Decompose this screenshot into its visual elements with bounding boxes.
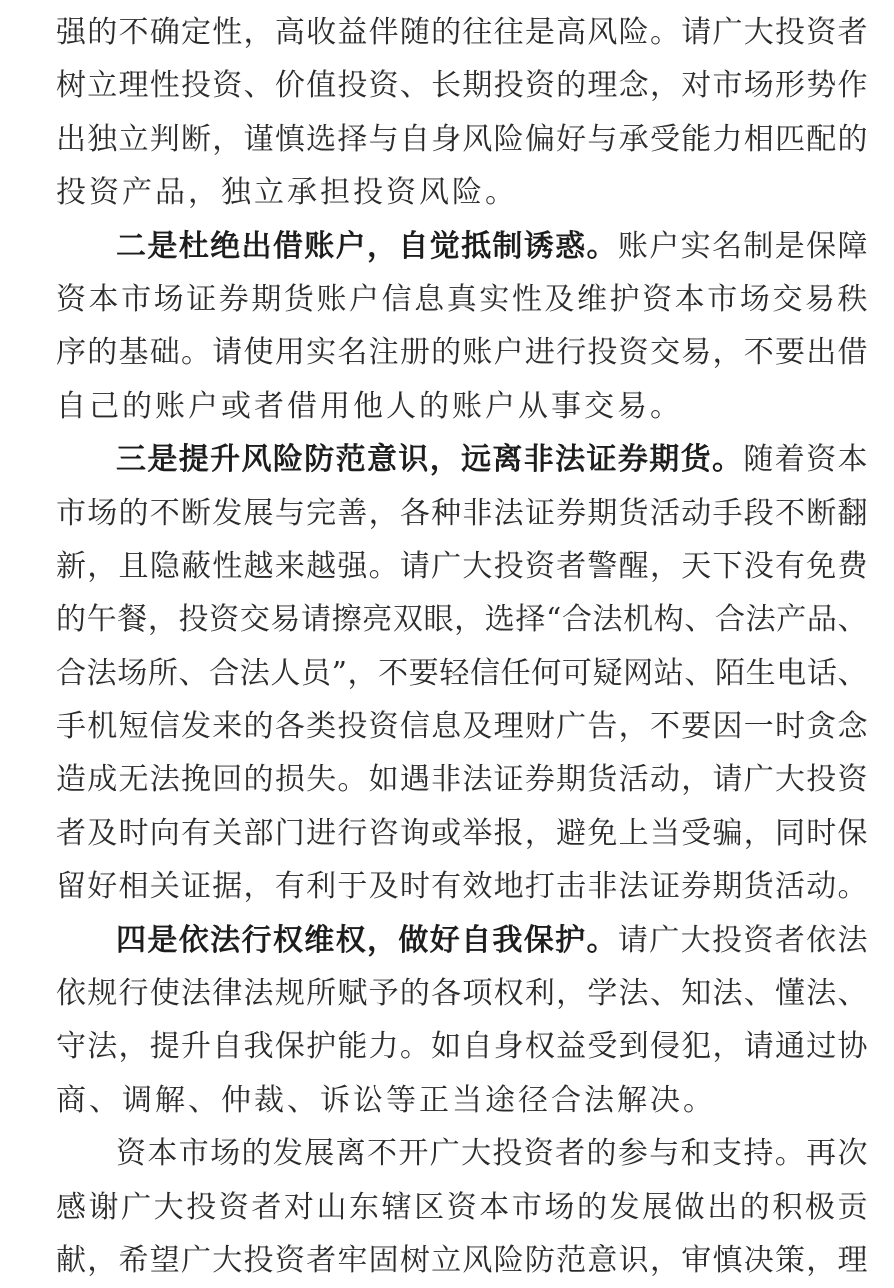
line-text: 请广大投资者依法: [617, 922, 869, 958]
text-line: [56, 273, 868, 326]
line-text: 手机短信发来的各类投资信息及理财广告，不要因一时贪念: [56, 709, 868, 745]
text-line: [56, 807, 868, 860]
text-line: [56, 1074, 868, 1127]
line-text: 出独立判断，谨慎选择与自身风险偏好与承受能力相匹配的: [56, 121, 868, 157]
line-text: 新，且隐蔽性越来越强。请广大投资者警醒，天下没有免费: [56, 548, 868, 584]
line-text: 献，希望广大投资者牢固树立风险防范意识，审慎决策，理: [56, 1242, 868, 1278]
text-line: [56, 647, 868, 700]
line-text: 投资产品，独立承担投资风险。: [56, 175, 518, 211]
line-text: 序的基础。请使用实名注册的账户进行投资交易，不要出借: [56, 335, 868, 371]
paragraph-heading-4: 四是依法行权维权，做好自我保护。: [116, 922, 618, 958]
text-line: [56, 860, 868, 913]
text-line: [56, 6, 868, 59]
line-text: 账户实名制是保障: [617, 228, 869, 264]
text-line: [56, 326, 868, 379]
text-line: [56, 220, 868, 273]
line-text: 资本市场证券期货账户信息真实性及维护资本市场交易秩: [56, 281, 868, 317]
text-line: [56, 593, 868, 646]
text-line: [56, 433, 868, 486]
paragraph-heading-3: 三是提升风险防范意识，远离非法证券期货。: [116, 442, 744, 478]
text-line: [56, 380, 868, 433]
line-text: 造成无法挽回的损失。如遇非法证券期货活动，请广大投资: [56, 762, 868, 798]
line-text: 树立理性投资、价值投资、长期投资的理念，对市场形势作: [56, 68, 868, 104]
paragraph-heading-2: 二是杜绝出借账户，自觉抵制诱惑。: [116, 228, 618, 264]
line-text: 自己的账户或者借用他人的账户从事交易。: [56, 388, 683, 424]
line-text: 强的不确定性，高收益伴随的往往是高风险。请广大投资者: [56, 15, 868, 50]
text-line: [56, 540, 868, 593]
line-text: 的午餐，投资交易请擦亮双眼，选择“合法机构、合法产品、: [56, 602, 868, 638]
line-text: 市场的不断发展与完善，各种非法证券期货活动手段不断翻: [56, 495, 868, 531]
line-text: 合法场所、合法人员”，不要轻信任何可疑网站、陌生电话、: [56, 655, 868, 691]
line-text: 感谢广大投资者对山东辖区资本市场的发展做出的积极贡: [56, 1189, 868, 1225]
text-line: [56, 914, 868, 967]
line-text: 依规行使法律法规所赋予的各项权利，学法、知法、懂法、: [56, 976, 868, 1012]
line-text: 留好相关证据，有利于及时有效地打击非法证券期货活动。: [56, 869, 868, 905]
text-line: [56, 700, 868, 753]
line-text: 随着资本: [743, 442, 868, 478]
line-text: 者及时向有关部门进行咨询或举报，避免上当受骗，同时保: [56, 815, 868, 851]
text-line: [56, 1020, 868, 1073]
line-text: 资本市场的发展离不开广大投资者的参与和支持。再次: [116, 1136, 868, 1172]
text-line: [56, 59, 868, 112]
text-line: [56, 753, 868, 806]
line-text: 守法，提升自我保护能力。如自身权益受到侵犯，请通过协: [56, 1029, 868, 1065]
text-line: [56, 487, 868, 540]
line-text: 商、调解、仲裁、诉讼等正当途径合法解决。: [56, 1082, 716, 1118]
text-line: [56, 967, 868, 1020]
text-line: [56, 113, 868, 166]
text-line: [56, 166, 868, 219]
text-line: [56, 1234, 868, 1287]
text-line: [56, 1181, 868, 1234]
text-line: [56, 1127, 868, 1180]
